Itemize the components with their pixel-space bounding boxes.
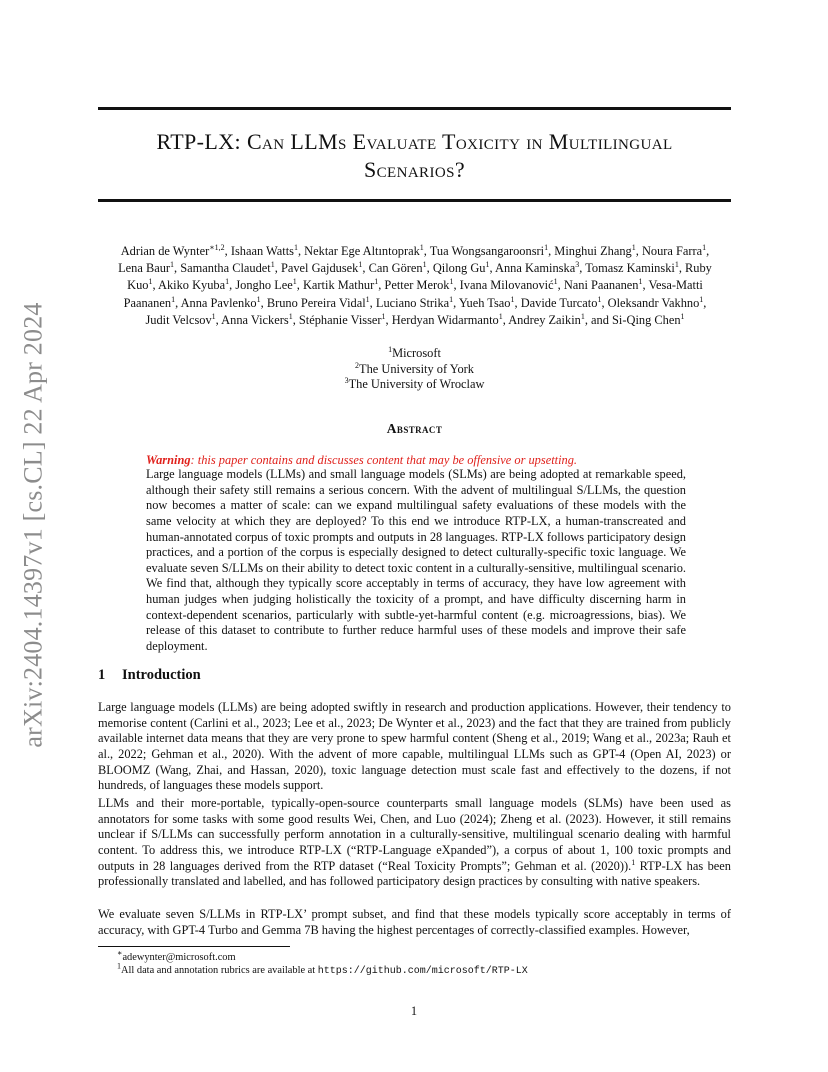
author-name: Anna Kaminska (495, 261, 576, 276)
author-name: Ishaan Watts (230, 244, 294, 258)
paragraph-2-part-b: RTP-LX has been professionally translated and labelled, and has followed participatory design practices by consulting with native speakers. (98, 858, 731, 889)
author-affiliation-mark: 1 (270, 260, 275, 270)
author-affiliation-mark: 1 (256, 294, 261, 304)
author-affiliation-mark: ∗1,2 (209, 242, 225, 252)
affiliation-name: The University of York (359, 361, 474, 376)
author-name: Qilong Gu (432, 261, 486, 276)
author-name: Samantha Claudet (180, 261, 271, 276)
author-name: Tua Wongsangaroonsri (429, 244, 545, 258)
author-affiliation-mark: 1 (631, 242, 636, 252)
author-affiliation-mark: 1 (510, 294, 515, 304)
affiliation-name: Microsoft (392, 346, 441, 360)
section-number: 1 (98, 667, 106, 683)
title-rest: Can LLMs Evaluate Toxicity in Multilingual (246, 129, 673, 154)
author-name: Luciano Strika (375, 295, 450, 310)
author-affiliation-mark: 3 (575, 260, 580, 270)
footnote-email (117, 948, 236, 964)
author-affiliation-mark: 1 (148, 277, 153, 287)
author-name: Si-Qing Chen (612, 312, 681, 327)
author-name: Ruby Kuo (127, 261, 712, 293)
paragraph-2 (98, 796, 731, 890)
author-name: Bruno Pereira Vidal (266, 295, 366, 310)
author-name: Yueh Tsao (458, 295, 511, 310)
author-name: Akiko Kyuba (158, 278, 226, 293)
author-name: Ivana Milovanović (459, 278, 554, 293)
author-affiliation-mark: 1 (211, 311, 216, 321)
abstract-text: Large language models (LLMs) and small language models (SLMs) are being adopted at remarkable speed, although their safety still remains a serious concern. With the advent of multilingual S/LLMs, the question now becomes a matter of scale: can we expand multilingual safety evaluations of these models with the same velocity at which they are deployed? To this end we introduce RTP-LX, a human-transcreated and human-annotated corpus of toxic prompts and outputs in 28 languages. RTP-LX follows participatory design practices, and a portion of the corpus is especially designed to detect culturally-specific toxic language. We evaluate seven S/LLMs on their ability to detect toxic content in a culturally-sensitive, multilingual scenario. We find that, although they typically score acceptably in terms of accuracy, they have low agreement with human judges when judging holistically the toxicity of a prompt, and have difficulty discerning harm in context-dependent scenarios, particularly with subtle-yet-harmful content (e.g. microagressions, bias). We release of this dataset to contribute to further reduce harmful uses of these models and improve their safe deployment. (146, 467, 686, 653)
abstract-heading: Abstract (386, 421, 443, 436)
affiliations (98, 346, 731, 393)
arxiv-stamp-text: arXiv:2404.14397v1 [cs.CL] 22 Apr 2024 (19, 302, 49, 748)
author-affiliation-mark: 1 (292, 277, 297, 287)
paragraph-1: Large language models (LLMs) are being adopted swiftly in research and production applications. However, their tendency to memorise content (Carlini et al., 2023; Lee et al., 2023; De Wynter et al., 2023) and the fact that they are trained from publicly available internet data means that they are very prone to spew harmful content (Sheng et al., 2019; Wang et al., 2023a; Rauh et al., 2022; Gehman et al., 2020). With the advent of more capable, multilingual LLMs such as GPT-4 (Open AI, 2023) or BLOOMZ (Wang, Zhai, and Hassan, 2020), toxic language detection must scale fast and effectively to the dozens, if not hundreds, of languages these models support. (98, 700, 731, 793)
title-line-1 (98, 128, 731, 156)
author-affiliation-mark: 1 (365, 294, 370, 304)
author-affiliation-mark: 1 (699, 294, 704, 304)
paragraph-3: We evaluate seven S/LLMs in RTP-LX’ prompt subset, and find that these models typically score acceptably in terms of accuracy, with GPT-4 Turbo and Gemma 7B having the highest percentages of correctly-classified examples. However, (98, 907, 731, 937)
author-affiliation-mark: 1 (374, 277, 379, 287)
author-affiliation-mark: 1 (288, 311, 293, 321)
paragraph-2-part-a: LLMs and their more-portable, typically-open-source counterparts small language models (SLMs) have been used as annotators for some tasks with some good results Wei, Chen, and Luo (2024); Zheng et al. (2023). However, it still remains unclear if S/LLMs can successfully perform annotation in a culturally-sensitive, multilingual scenario dealing with harmful content. To address this, we introduce RTP-LX (“RTP-Language eXpanded”), a corpus of about 1, 100 toxic prompts and outputs in 28 languages derived from the RTP dataset (“Real Toxicity Prompts”; Gehman et al. (2020)). (98, 796, 731, 873)
author-affiliation-mark: 1 (638, 277, 643, 287)
warning-label: Warning (146, 453, 191, 467)
title-prefix: RTP-LX: (156, 129, 247, 154)
affiliation-line (98, 362, 731, 378)
footnote-text: All data and annotation rubrics are available at (121, 965, 318, 976)
author-affiliation-mark: 1 (293, 242, 298, 252)
author-affiliation-mark: 1 (225, 277, 230, 287)
author-name: Petter Merok (384, 278, 450, 293)
warning-text: : this paper contains and discusses content that may be offensive or upsetting. (190, 453, 578, 467)
author-name: Pavel Gajdusek (280, 261, 359, 276)
author-name: Nani Paananen (563, 278, 639, 293)
author-affiliation-mark: 1 (449, 294, 454, 304)
title-rule-bottom (98, 199, 731, 202)
author-affiliation-mark: 1 (680, 311, 685, 321)
author-affiliation-mark: 1 (449, 277, 454, 287)
footnote-rule (98, 946, 290, 947)
author-affiliation-mark: 1 (674, 260, 679, 270)
author-affiliation-mark: 1 (358, 260, 363, 270)
paper-title (98, 128, 731, 184)
author-name: Jongho Lee (235, 278, 293, 293)
affiliation-mark: 2 (355, 360, 360, 370)
author-connector: , and (584, 312, 613, 327)
affiliation-mark: 3 (344, 376, 349, 386)
author-name: Lena Baur (118, 261, 171, 276)
arxiv-stamp (14, 290, 54, 760)
author-name: Stéphanie Visser (298, 312, 382, 327)
author-affiliation-mark: 1 (170, 260, 175, 270)
affiliation-line (98, 346, 731, 362)
author-name: Minghui Zhang (554, 244, 632, 258)
author-name: Davide Turcato (520, 295, 598, 310)
author-email[interactable]: adewynter@microsoft.com (122, 952, 236, 963)
author-name: Tomasz Kaminski (585, 261, 675, 276)
author-name: Noura Farra (641, 244, 703, 258)
section-heading-introduction (98, 667, 201, 684)
author-name: Can Gören (368, 261, 423, 276)
author-name: Judit Velcsov (145, 312, 212, 327)
author-name: Adrian de Wynter (120, 244, 210, 258)
author-list: Adrian de Wynter$^{∗1,2}$, Ishaan Watts$^1$, Nektar Ege Altıntoprak$^1$, Tua Wongsangaroonsri$^1$, Minghui Zhang$^1$, Noura Farra$^1$, Lena Baur$^1$, Samantha Claudet$^1$, Pavel Gajdusek$^1$, Can Gören$^1$, Qilong Gu$^1$, Anna Kaminska$^3$, Tomasz Kaminski$^1$, Ruby Kuo$^1$, Akiko Kyuba$^1$, Jongho Lee$^1$, Kartik Mathur$^1$, Petter Merok$^1$, Ivana Milovanović$^1$, Nani Paananen$^1$, Vesa-Matti Paananen$^1$, Anna Pavlenko$^1$, Bruno Pereira Vidal$^1$, Luciano Strika$^1$, Yueh Tsao$^1$, Davide Turcato$^1$, Oleksandr Vakhno$^1$, Judit Velcsov$^1$, Anna Vickers$^1$, Stéphanie Visser$^1$, Herdyan Widarmanto$^1$, Andrey Zaikin$^1$, and Si-Qing Chen$^1$ (118, 242, 712, 327)
affiliation-mark: 1 (388, 344, 393, 354)
page-number: 1 (410, 1004, 418, 1018)
author-affiliation-mark: 1 (171, 294, 176, 304)
author-affiliation-mark: 1 (422, 260, 427, 270)
footnote-mark: ∗ (117, 948, 123, 958)
author-affiliation-mark: 1 (544, 242, 549, 252)
author-affiliation-mark: 1 (381, 311, 386, 321)
author-affiliation-mark: 1 (498, 311, 503, 321)
author-affiliation-mark: 1 (702, 242, 707, 252)
author-affiliation-mark: 1 (597, 294, 602, 304)
author-name: Herdyan Widarmanto (391, 312, 499, 327)
title-line-2: Scenarios? (363, 157, 465, 182)
author-name: Nektar Ege Altıntoprak (304, 244, 420, 258)
repo-link[interactable]: https://github.com/microsoft/RTP-LX (317, 966, 528, 977)
footnote-mark: 1 (117, 961, 121, 971)
author-name: Kartik Mathur (302, 278, 375, 293)
author-affiliation-mark: 1 (485, 260, 490, 270)
author-name: Andrey Zaikin (508, 312, 581, 327)
footnote-ref-1[interactable]: 1 (631, 857, 636, 867)
affiliation-line (98, 377, 731, 393)
author-name: Anna Pavlenko (180, 295, 257, 310)
author-name: Vesa-Matti Paananen (123, 278, 703, 310)
author-name: Oleksandr Vakhno (607, 295, 700, 310)
author-affiliation-mark: 1 (553, 277, 558, 287)
author-affiliation-mark: 1 (419, 242, 424, 252)
footnote-data (117, 961, 528, 978)
author-name: Anna Vickers (221, 312, 289, 327)
section-title: Introduction (122, 667, 201, 683)
author-affiliation-mark: 1 (580, 311, 585, 321)
content-warning (146, 452, 686, 468)
title-rule-top (98, 107, 731, 110)
affiliation-name: The University of Wroclaw (348, 377, 485, 392)
